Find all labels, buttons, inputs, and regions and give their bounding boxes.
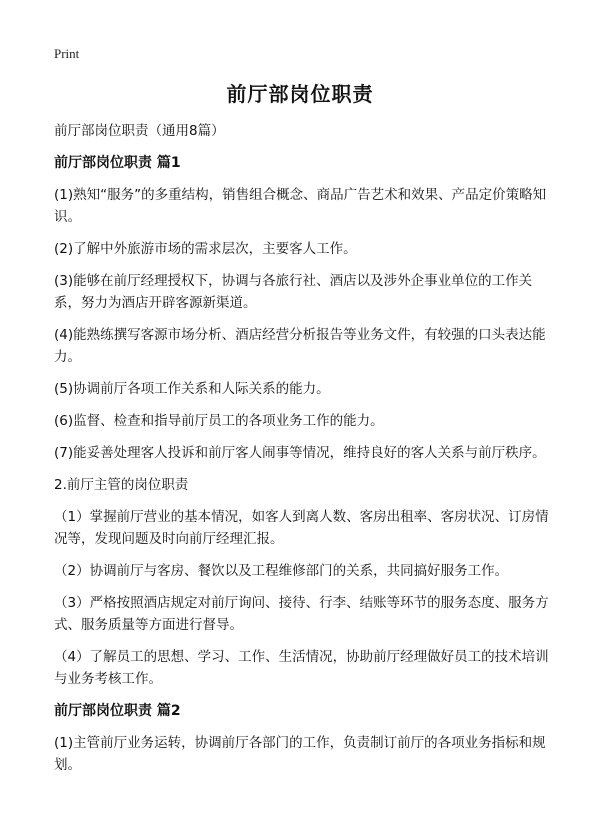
intro-text: 前厅部岗位职责（通用8篇） bbox=[54, 123, 225, 139]
section1-item-6: (6)监督、检查和指导前厅员工的各项业务工作的能力。 bbox=[54, 413, 384, 429]
section1-item-7: (7)能妥善处理客人投诉和前厅客人闹事等情况，维持良好的客人关系与前厅秩序。 bbox=[54, 445, 546, 461]
print-link[interactable]: Print bbox=[54, 46, 80, 61]
subsection-heading: 2.前厅主管的岗位职责 bbox=[54, 477, 189, 493]
section-heading-1: 前厅部岗位职责 篇1 bbox=[54, 155, 181, 171]
subsection-item-1: （1）掌握前厅营业的基本情况，如客人到离人数、客房出租率、客房状况、订房情况等，发现问题及时向前厅经理汇报。 bbox=[54, 509, 549, 547]
section-heading-2: 前厅部岗位职责 篇2 bbox=[54, 703, 181, 719]
section1-item-1: (1)熟知“服务”的多重结构，销售组合概念、商品广告艺术和效果、产品定价策略知识。 bbox=[54, 187, 547, 225]
subsection-item-2: （2）协调前厅与客房、餐饮以及工程维修部门的关系，共同搞好服务工作。 bbox=[54, 563, 509, 579]
section1-item-5: (5)协调前厅各项工作关系和人际关系的能力。 bbox=[54, 381, 330, 397]
page-title: 前厅部岗位职责 bbox=[226, 82, 374, 106]
section1-item-4: (4)能熟练撰写客源市场分析、酒店经营分析报告等业务文件，有较强的口头表达能力。 bbox=[54, 327, 546, 365]
document-body bbox=[54, 120, 554, 786]
section2-item-1: (1)主管前厅业务运转，协调前厅各部门的工作，负责制订前厅的各项业务指标和规划。 bbox=[54, 735, 546, 773]
section1-item-3: (3)能够在前厅经理授权下，协调与各旅行社、酒店以及涉外企事业单位的工作关系，努力为酒店开辟客源新渠道。 bbox=[54, 273, 533, 311]
subsection-item-4: （4）了解员工的思想、学习、工作、生活情况，协助前厅经理做好员工的技术培训与业务考核工作。 bbox=[54, 649, 549, 687]
subsection-item-3: （3）严格按照酒店规定对前厅询问、接待、行李、结账等环节的服务态度、服务方式、服务质量等方面进行督导。 bbox=[54, 595, 549, 633]
section1-item-2: (2)了解中外旅游市场的需求层次，主要客人工作。 bbox=[54, 241, 357, 257]
